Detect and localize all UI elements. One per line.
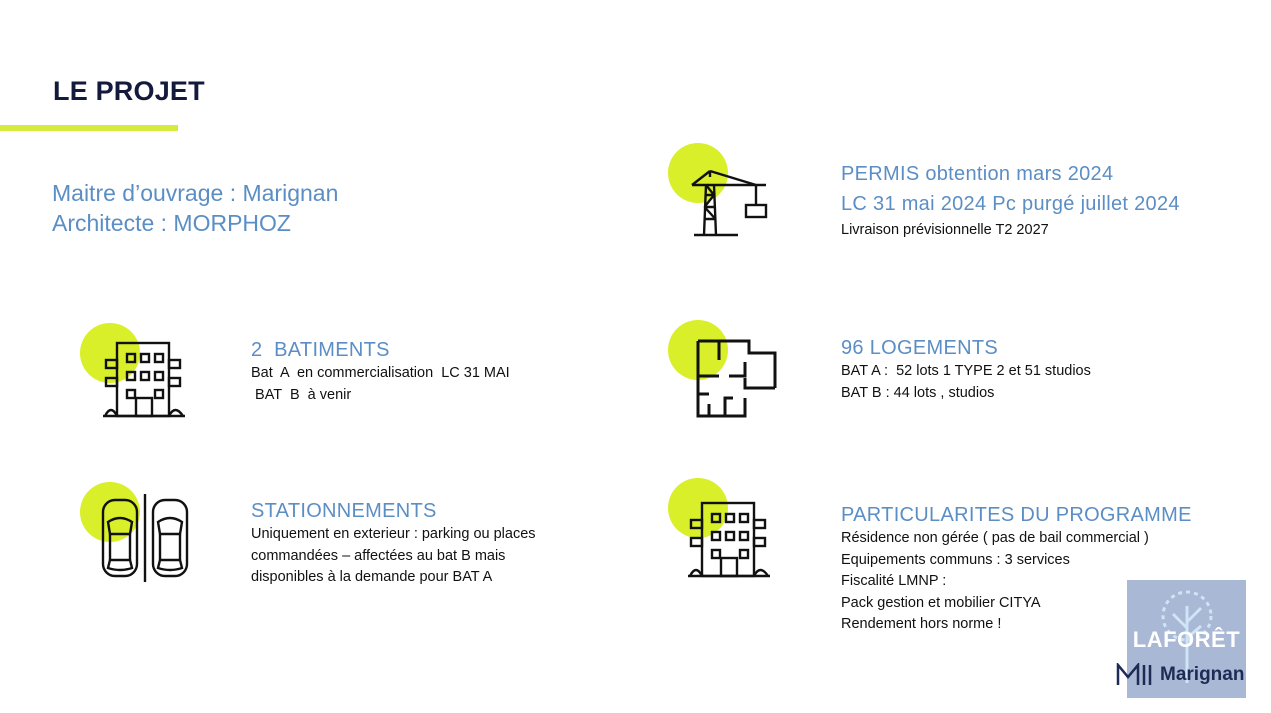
logements-block: [841, 335, 1091, 404]
logements-line: BAT B : 44 lots , studios: [841, 384, 995, 401]
permis-heading-2: LC 31 mai 2024 Pc purgé juillet 2024: [841, 193, 1180, 215]
batiments-line: BAT B à venir: [251, 386, 352, 403]
stationnements-block: [251, 498, 561, 589]
laforet-wordmark: LAFORÊT: [1132, 627, 1241, 652]
crane-icon: [690, 165, 770, 240]
particularites-heading: PARTICULARITES DU PROGRAMME: [841, 504, 1192, 526]
permis-heading-1: PERMIS obtention mars 2024: [841, 163, 1114, 185]
marignan-logo: [1116, 662, 1244, 688]
permis-block: [841, 160, 1191, 242]
particularites-line: Résidence non gérée ( pas de bail commercial ): [841, 530, 1149, 546]
marignan-wordmark: Marignan: [1160, 664, 1245, 685]
owner-line: Maitre d’ouvrage : Marignan: [52, 180, 339, 206]
particularites-line: Pack gestion et mobilier CITYA: [841, 594, 1041, 611]
floor-plan-icon: [695, 338, 779, 420]
building-icon: [103, 340, 185, 420]
batiments-line: Bat A en commercialisation LC 31 MAI: [251, 365, 510, 381]
particularites-line: Rendement hors norme !: [841, 616, 1002, 632]
particularites-line: Fiscalité LMNP :: [841, 573, 947, 589]
logements-line: BAT A : 52 lots 1 TYPE 2 et 51 studios: [841, 363, 1091, 379]
batiments-block: [251, 337, 510, 406]
logements-heading: 96 LOGEMENTS: [841, 337, 998, 359]
marignan-mark-icon: [1116, 663, 1156, 687]
stationnements-text: Uniquement en exterieur : parking ou places commandées – affectées au bat B mais disponibles à la demande pour BAT A: [251, 526, 536, 585]
batiments-heading: 2 BATIMENTS: [251, 339, 390, 361]
page-title: LE PROJET: [53, 76, 205, 106]
architect-line: Architecte : MORPHOZ: [52, 210, 291, 236]
residence-building-icon: [688, 500, 770, 580]
project-owner-info: [52, 178, 338, 238]
title-underline: [0, 125, 178, 131]
parking-cars-icon: [100, 494, 190, 582]
permis-detail: Livraison prévisionnelle T2 2027: [841, 222, 1049, 238]
particularites-line: Equipements communs : 3 services: [841, 551, 1070, 568]
stationnements-heading: STATIONNEMENTS: [251, 500, 437, 522]
